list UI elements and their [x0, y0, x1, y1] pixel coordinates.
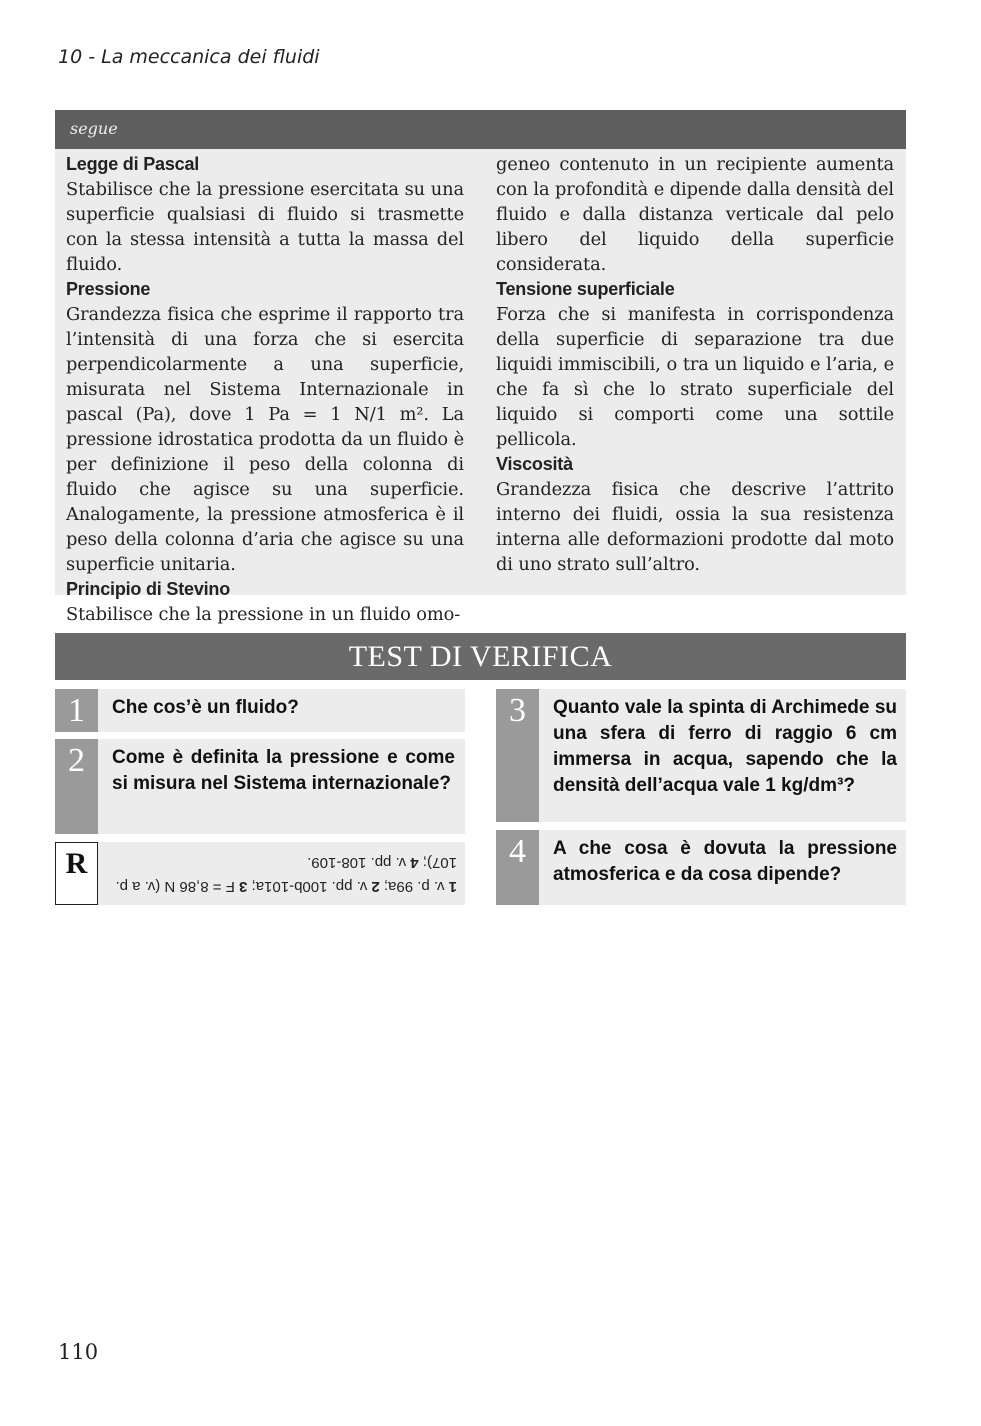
question-number: 3 — [496, 689, 539, 822]
glossary-term: Viscosità — [496, 454, 573, 474]
answers-box — [55, 842, 465, 905]
question-text: A che cosa è dovuta la pressione atmosferica e da cosa dipende? — [553, 838, 897, 885]
question-2 — [55, 739, 465, 834]
answer-text: v. pp. 108-109. — [307, 854, 411, 871]
question-text: Come è definita la pressione e come si misura nel Sistema internazionale? — [112, 747, 455, 794]
question-text: Quanto vale la spinta di Archimede su una sfera di ferro di raggio 6 cm immersa in acqua, sapendo che la densità dell’acqua vale 1 kg/dm³? — [553, 697, 897, 796]
test-title-band — [55, 633, 906, 680]
glossary-term: Pressione — [66, 279, 151, 299]
question-4 — [496, 830, 906, 905]
answer-number: 2 — [371, 878, 380, 895]
answer-text: F = 8,86 N (v. a p. 107); — [115, 854, 457, 895]
glossary-column-right — [496, 152, 894, 577]
page-number: 110 — [58, 1340, 99, 1364]
test-title: TEST DI VERIFICA — [348, 640, 613, 673]
question-number: 4 — [496, 830, 539, 905]
question-3 — [496, 689, 906, 822]
question-number: 2 — [55, 739, 98, 834]
glossary-definition: Forza che si manifesta in corrispondenza della superficie di separazione tra due liquidi immiscibili, o tra un liquido e l’aria, e che fa sì che lo strato superficiale del liquido si comporti come una sottile pellicola. — [496, 304, 894, 450]
glossary-definition: geneo contenuto in un recipiente aumenta con la profondità e dipende dalla densità del fluido e dalla distanza verticale dal pelo libero del liquido della superficie considerata. — [496, 154, 894, 275]
answer-text: v. p. 99a; — [379, 878, 449, 895]
glossary-definition: Stabilisce che la pressione in un fluido omo- — [66, 604, 461, 625]
question-number: 1 — [55, 689, 98, 732]
upside-down-answers — [107, 850, 457, 898]
running-head: 10 - La meccanica dei fluidi — [58, 46, 320, 68]
glossary-box — [55, 149, 906, 625]
answer-number: 4 — [410, 854, 419, 871]
glossary-term: Legge di Pascal — [66, 154, 200, 174]
answer-text: v. pp. 100b-101a; — [247, 878, 372, 895]
glossary-column-left — [66, 152, 464, 627]
question-1 — [55, 689, 465, 732]
answers-badge: R — [55, 842, 98, 905]
glossary-definition: Stabilisce che la pressione esercitata su una superficie qualsiasi di fluido si trasmette con la stessa intensità a tutta la massa del fluido. — [66, 179, 464, 275]
glossary-continued-band — [55, 110, 906, 149]
answer-number: 3 — [239, 878, 248, 895]
glossary-definition: Grandezza fisica che descrive l’attrito interno dei fluidi, ossia la sua resistenza interna alle deformazioni prodotte dal moto di uno strato sull’altro. — [496, 479, 894, 575]
question-text: Che cos’è un fluido? — [112, 697, 299, 718]
continued-label: segue — [70, 119, 118, 138]
glossary-term: Principio di Stevino — [66, 579, 231, 599]
glossary-definition: Grandezza fisica che esprime il rapporto tra l’intensità di una forza che si esercita perpendicolarmente a una superficie, misurata nel Sistema Internazionale in pascal (Pa), dove 1 Pa = 1 N/1 m². La pressione idrostatica prodotta da un fluido è per definizione il peso della colonna di fluido che agisce su una superficie. Analogamente, la pressione atmosferica è il peso della colonna d’aria che agisce su una superficie unitaria. — [66, 304, 464, 575]
answer-number: 1 — [448, 878, 457, 895]
glossary-term: Tensione superficiale — [496, 279, 675, 299]
